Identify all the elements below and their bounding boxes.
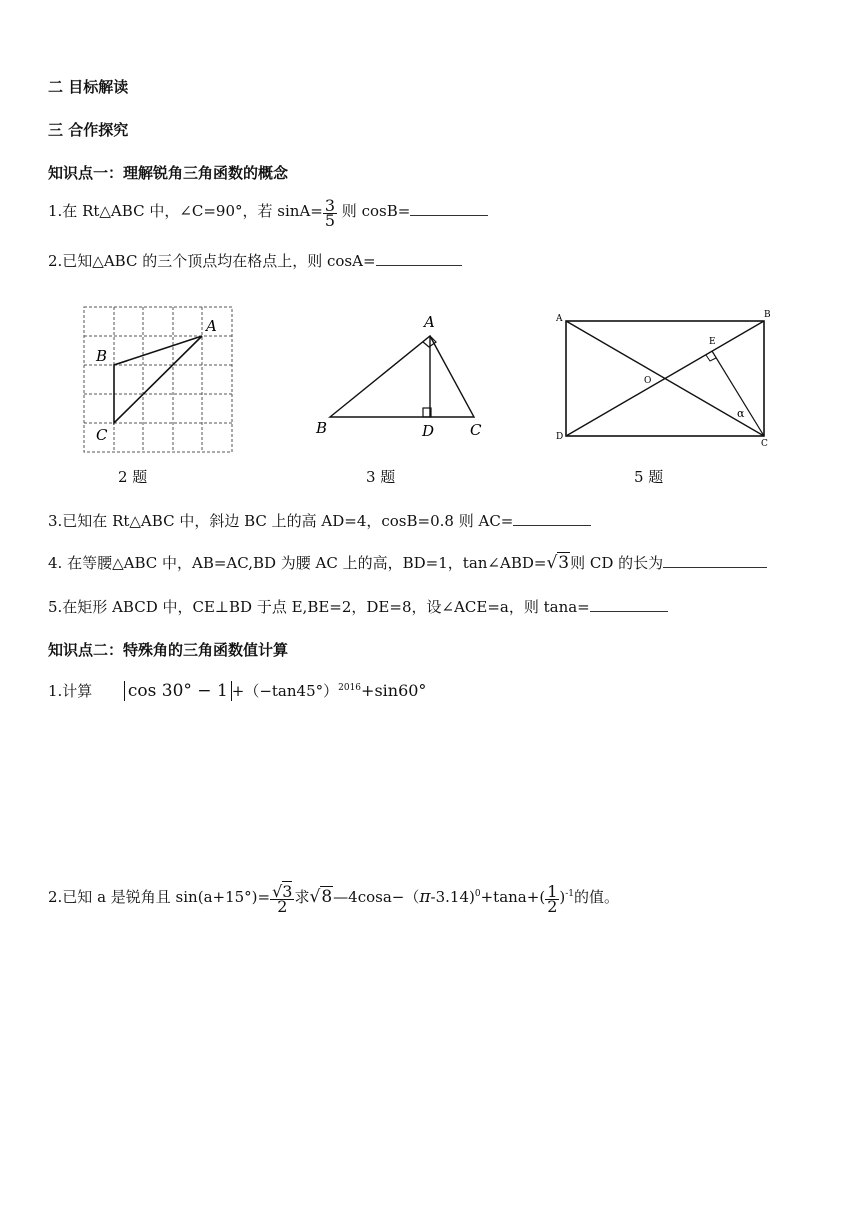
question-2-text: 2.已知△ABC 的三个顶点均在格点上，则 cosA= bbox=[48, 252, 376, 270]
question-4 bbox=[48, 552, 767, 573]
knowledge-point-2-heading: 知识点二：特殊角的三角函数值计算 bbox=[48, 641, 289, 659]
point-C-label: C bbox=[470, 421, 482, 439]
question-3 bbox=[48, 510, 591, 531]
calc-2-text: 2.已知 a 是锐角且 sin(a+15°)= bbox=[48, 888, 271, 906]
point-E-label: E bbox=[709, 337, 716, 347]
point-B-label: B bbox=[316, 419, 328, 437]
calc-2-mid: —4cosa−（ bbox=[333, 888, 420, 906]
calc-2-tan: +tana+( bbox=[480, 888, 546, 906]
answer-blank-2[interactable] bbox=[376, 251, 462, 266]
figure-caption-3: 3 题 bbox=[366, 468, 396, 486]
calc-2-end: 的值。 bbox=[574, 888, 620, 906]
figure-q3-right-triangle bbox=[310, 312, 494, 442]
point-C-label: C bbox=[761, 439, 768, 449]
point-B-label: B bbox=[764, 310, 771, 320]
calc-1 bbox=[48, 680, 426, 701]
section-goal-heading: 二 目标解读 bbox=[48, 78, 129, 96]
angle-alpha-label: α bbox=[737, 407, 745, 420]
point-A-label: A bbox=[556, 314, 563, 324]
answer-blank-3[interactable] bbox=[513, 511, 591, 526]
exponent-neg1: -1 bbox=[565, 889, 575, 899]
question-2 bbox=[48, 250, 462, 271]
question-5 bbox=[48, 596, 668, 617]
calc-2 bbox=[48, 882, 620, 916]
point-A-label: A bbox=[206, 317, 217, 335]
calc-1-tail: +sin60° bbox=[361, 681, 427, 700]
point-D-label: D bbox=[556, 432, 564, 442]
absolute-value-expression: cos 30° − 1 bbox=[124, 681, 232, 701]
point-B-label: B bbox=[96, 347, 108, 365]
question-5-text: 5.在矩形 ABCD 中，CE⊥BD 于点 E,BE=2，DE=8，设∠ACE=a，则 tana= bbox=[48, 598, 590, 616]
question-1 bbox=[48, 196, 488, 230]
question-4-text: 4. 在等腰△ABC 中，AB=AC,BD 为腰 AC 上的高，BD=1，tan∠ABD= bbox=[48, 554, 547, 572]
figure-q5-rectangle bbox=[552, 308, 778, 448]
point-C-label: C bbox=[96, 426, 108, 444]
calc-2-pi-rest: -3.14) bbox=[430, 888, 475, 906]
answer-blank-5[interactable] bbox=[590, 597, 668, 612]
exponent-0: 0 bbox=[474, 889, 481, 899]
calc-1-label: 1.计算 bbox=[48, 682, 93, 700]
calc-2-close: ) bbox=[559, 888, 566, 906]
section-explore-heading: 三 合作探究 bbox=[48, 121, 129, 139]
question-1-text: 1.在 Rt△ABC 中，∠C=90°，若 sinA= bbox=[48, 202, 323, 220]
answer-blank-1[interactable] bbox=[410, 201, 488, 216]
figure-caption-2: 2 题 bbox=[118, 468, 148, 486]
point-A-label: A bbox=[424, 313, 435, 331]
point-D-label: D bbox=[422, 422, 435, 440]
figure-caption-5: 5 题 bbox=[634, 468, 664, 486]
calc-1-term: +（−tan45°） bbox=[231, 682, 339, 700]
calc-2-ask: 求 bbox=[294, 888, 310, 906]
answer-blank-4[interactable] bbox=[663, 553, 767, 568]
exponent-2016: 2016 bbox=[338, 683, 362, 693]
fraction-sqrt3-over-2: $\frac{√3}{2}$ bbox=[272, 882, 293, 916]
fraction-1-2: $\frac{1}{2}$ bbox=[547, 882, 558, 916]
question-4-suffix: 则 CD 的长为 bbox=[570, 554, 664, 572]
question-3-text: 3.已知在 Rt△ABC 中，斜边 BC 上的高 AD=4，cosB=0.8 则 AC= bbox=[48, 512, 514, 530]
pi-symbol: π bbox=[419, 887, 431, 907]
sqrt-3: √3 bbox=[546, 553, 570, 573]
knowledge-point-1-heading: 知识点一：理解锐角三角函数的概念 bbox=[48, 164, 289, 182]
sqrt-8: √8 bbox=[309, 887, 333, 907]
fraction-3-5: $\frac{3}{5}$ bbox=[324, 196, 336, 230]
point-O-label: O bbox=[644, 376, 652, 386]
figure-q2-grid-triangle bbox=[80, 304, 236, 454]
question-1-suffix: 则 cosB= bbox=[337, 202, 411, 220]
